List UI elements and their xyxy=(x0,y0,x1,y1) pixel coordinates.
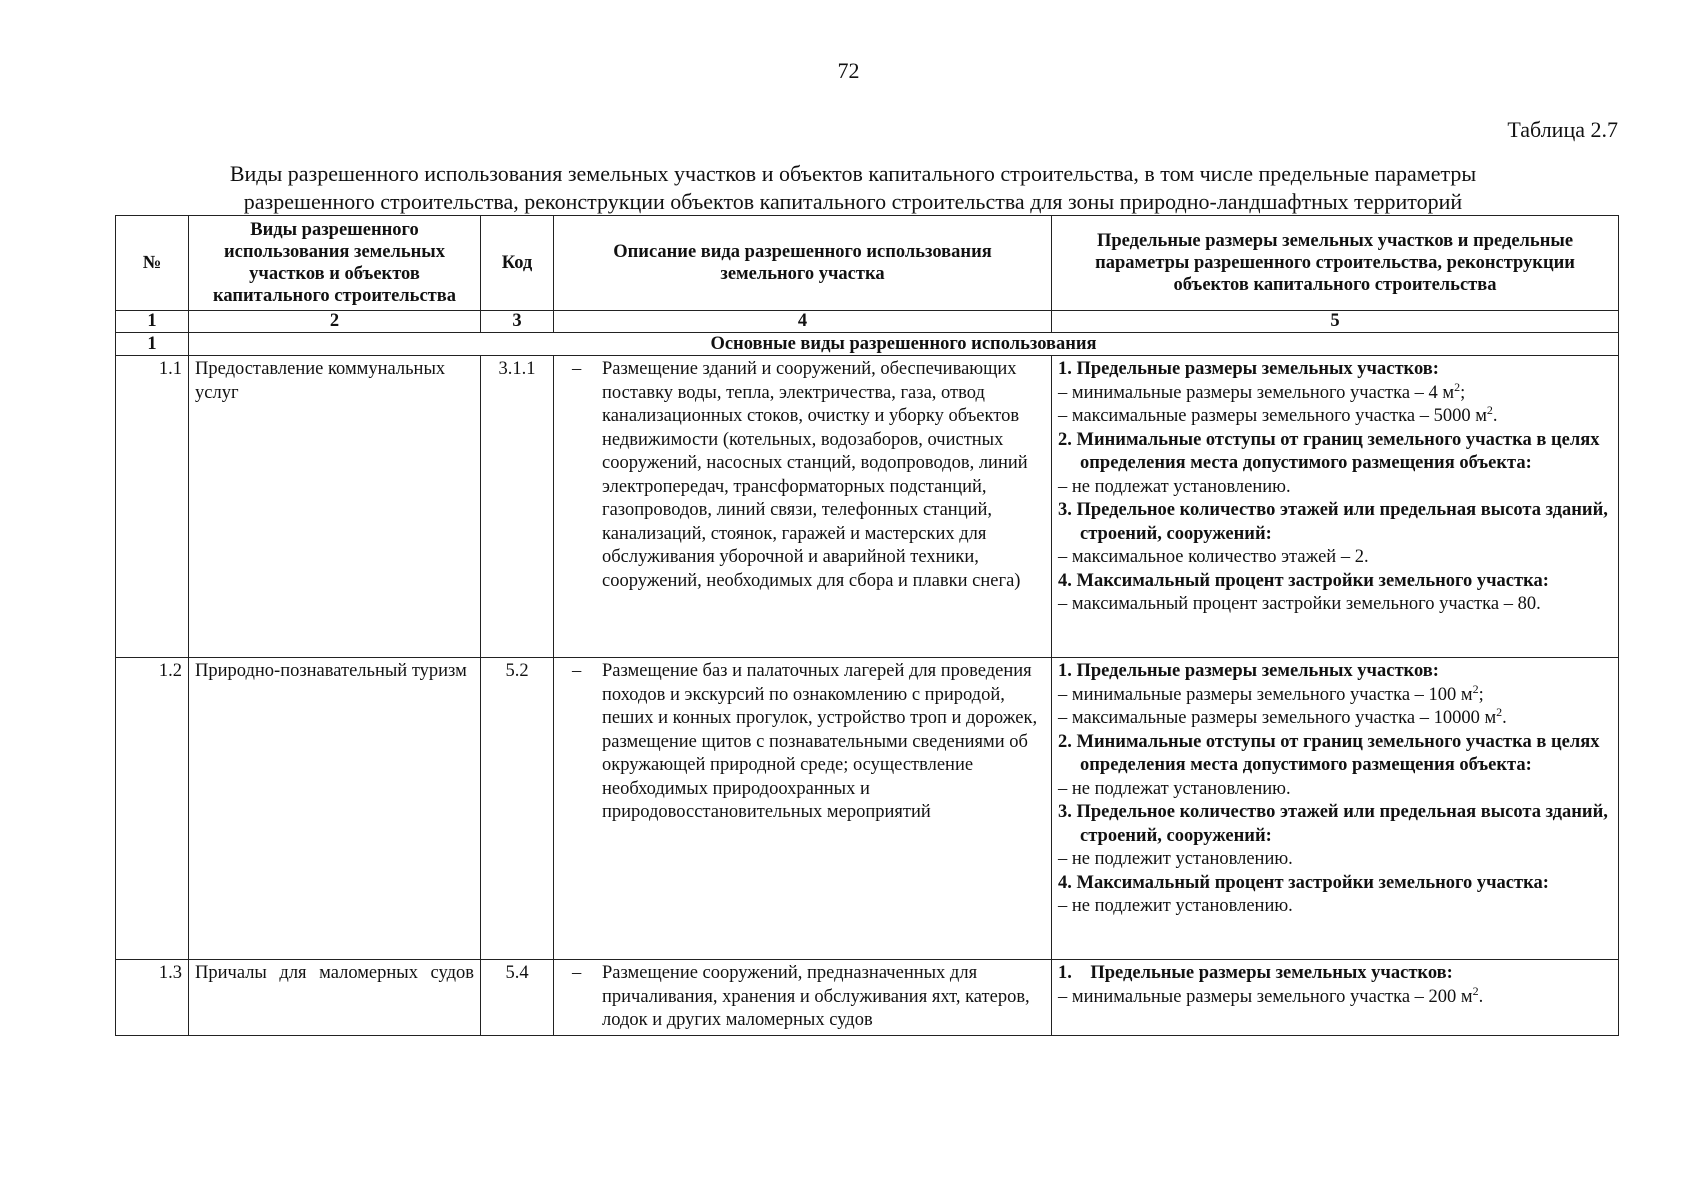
header-code: Код xyxy=(481,216,554,311)
header-kind: Виды разрешенного использования земельных участков и объектов капитального строительства xyxy=(189,216,481,311)
row-kind: Предоставление коммунальных услуг xyxy=(189,356,481,658)
param-item: – максимальный процент застройки земельного участка – 80. xyxy=(1058,594,1541,614)
header-parameters: Предельные размеры земельных участков и предельные параметры разрешенного строительства, реконструкции объектов капитального строительства xyxy=(1052,216,1619,311)
page-number: 72 xyxy=(837,58,860,83)
superscript: 2 xyxy=(1496,704,1503,719)
param-item: – минимальные размеры земельного участка – 200 $м^2$. xyxy=(1058,983,1484,1007)
table-row xyxy=(116,960,1619,1036)
header-num: № xyxy=(116,216,189,311)
column-number: 4 xyxy=(554,311,1052,333)
param-item: – не подлежат установлению. xyxy=(1058,778,1291,799)
row-kind: Причалы для маломерных судов xyxy=(189,960,481,1036)
land-use-table xyxy=(115,215,1619,1036)
param-heading: 1. Предельные размеры земельных участков: xyxy=(1058,661,1439,681)
column-number: 1 xyxy=(116,311,189,333)
description-text: Размещение баз и палаточных лагерей для проведения походов и экскурсий по ознакомлению с природой, пеших и конных прогулок, устройство троп и дорожек, размещение щитов с познавательными сведениями об окружающей природной среде; осуществление необходимых природоохранных и природовосстановительных мероприятий xyxy=(602,661,1038,822)
section-row xyxy=(116,333,1619,356)
row-parameters xyxy=(1052,960,1619,1036)
row-code: 5.2 xyxy=(481,658,554,960)
row-code: 3.1.1 xyxy=(481,356,554,658)
row-parameters xyxy=(1052,356,1619,658)
table-title xyxy=(113,160,1593,216)
param-item: – не подлежат установлению. xyxy=(1058,476,1291,497)
column-numbers-row xyxy=(116,311,1619,333)
section-number: 1 xyxy=(116,333,189,356)
param-item: – не подлежит установлению. xyxy=(1058,849,1293,869)
param-heading: 1. Предельные размеры земельных участков: xyxy=(1058,963,1453,983)
table-title-line-2: разрешенного строительства, реконструкции объектов капитального строительства для зоны природно-ландшафтных территорий xyxy=(243,189,1463,214)
superscript: 2 xyxy=(1472,983,1479,998)
row-number: 1.3 xyxy=(116,960,189,1036)
description-text: Размещение зданий и сооружений, обеспечивающих поставку воды, тепла, электричества, газа, отвод канализационных стоков, очистку и уборку объектов недвижимости (котельных, водозаборов, очистных сооружений, насосных станций, водопроводов, линий электропередач, трансформаторных подстанций, газопроводов, линий связи, телефонных станций, канализаций, стоянок, гаражей и мастерских для обслуживания уборочной и аварийной техники, сооружений, необходимых для сбора и плавки снега) xyxy=(602,359,1028,591)
description-text: Размещение сооружений, предназначенных для причаливания, хранения и обслуживания яхт, катеров, лодок и других маломерных судов xyxy=(602,963,1030,1030)
param-heading: 2. Минимальные отступы от границ земельного участка в целях определения места допустимого размещения объекта: xyxy=(1058,429,1600,473)
header-row xyxy=(116,216,1619,311)
param-heading: 2. Минимальные отступы от границ земельного участка в целях определения места допустимого размещения объекта: xyxy=(1058,731,1600,775)
row-kind: Природно-познавательный туризм xyxy=(189,658,481,960)
param-heading: 4. Максимальный процент застройки земельного участка: xyxy=(1058,872,1549,893)
table-row xyxy=(116,356,1619,658)
row-description xyxy=(554,960,1052,1036)
param-heading: 3. Предельное количество этажей или предельная высота зданий, строений, сооружений: xyxy=(1058,802,1608,846)
column-number: 2 xyxy=(189,311,481,333)
dash-marker: – xyxy=(572,661,582,681)
column-number: 3 xyxy=(481,311,554,333)
param-item: – не подлежит установлению. xyxy=(1058,896,1293,916)
row-number: 1.2 xyxy=(116,658,189,960)
table-title-line-1: Виды разрешенного использования земельных участков и объектов капитального строительства, в том числе предельные параметры xyxy=(229,161,1477,186)
param-item: – минимальные размеры земельного участка – 100 $м^2$; xyxy=(1058,681,1484,705)
param-item: – минимальные размеры земельного участка – 4 $м^2$; xyxy=(1058,379,1466,403)
param-item: – максимальные размеры земельного участка – 10000 $м^2$. xyxy=(1058,704,1507,728)
table-row xyxy=(116,658,1619,960)
dash-marker: – xyxy=(572,963,582,983)
column-number: 5 xyxy=(1052,311,1619,333)
param-heading: 3. Предельное количество этажей или предельная высота зданий, строений, сооружений: xyxy=(1058,500,1608,544)
superscript: 2 xyxy=(1486,402,1493,417)
row-parameters xyxy=(1052,658,1619,960)
param-heading: 4. Максимальный процент застройки земельного участка: xyxy=(1058,570,1549,591)
param-item: – максимальные размеры земельного участка – 5000 $м^2$. xyxy=(1058,402,1498,426)
row-description xyxy=(554,658,1052,960)
param-item: – максимальное количество этажей – 2. xyxy=(1058,547,1369,567)
param-heading: 1. Предельные размеры земельных участков: xyxy=(1058,359,1439,379)
superscript: 2 xyxy=(1454,379,1461,394)
row-number: 1.1 xyxy=(116,356,189,658)
header-description: Описание вида разрешенного использования земельного участка xyxy=(554,216,1052,311)
dash-marker: – xyxy=(572,359,582,379)
section-title: Основные виды разрешенного использования xyxy=(189,333,1619,356)
table-label: Таблица 2.7 xyxy=(1507,117,1618,142)
row-code: 5.4 xyxy=(481,960,554,1036)
row-description xyxy=(554,356,1052,658)
superscript: 2 xyxy=(1472,681,1479,696)
